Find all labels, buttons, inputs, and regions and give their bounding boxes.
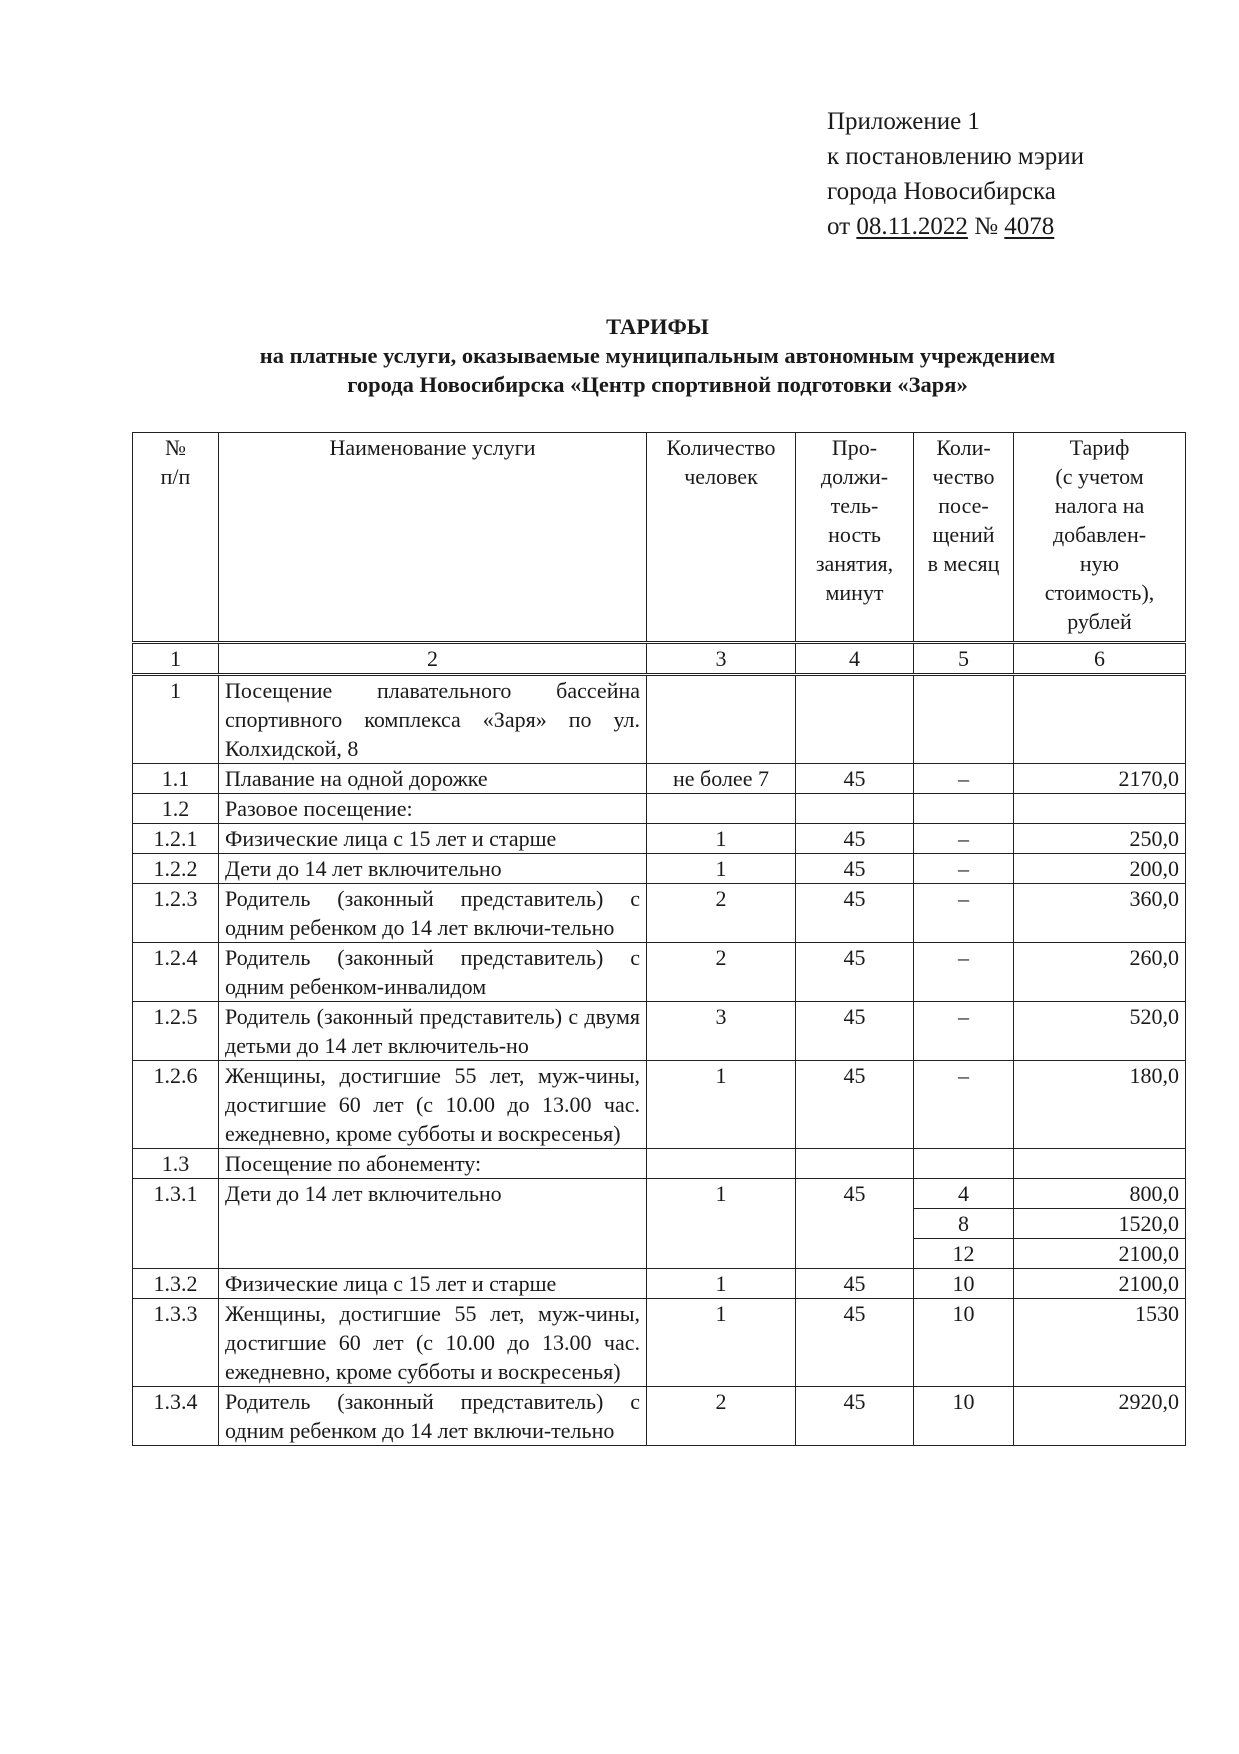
row-visits-cell: – bbox=[914, 1002, 1014, 1061]
row-visits-cell: – bbox=[914, 824, 1014, 854]
row-persons-cell: 1 bbox=[647, 1299, 796, 1387]
row-name-cell: Плавание на одной дорожке bbox=[219, 764, 647, 794]
header-persons bbox=[647, 433, 796, 643]
row-name-cell: Разовое посещение: bbox=[219, 794, 647, 824]
table-row bbox=[133, 1299, 1186, 1387]
row-tariff-cell bbox=[1014, 675, 1186, 764]
row-persons-cell bbox=[647, 794, 796, 824]
table-row bbox=[133, 1149, 1186, 1179]
table-row bbox=[133, 884, 1186, 943]
column-number-cell: 2 bbox=[219, 643, 647, 675]
row-visits-cell bbox=[914, 794, 1014, 824]
row-duration-cell: 45 bbox=[796, 1061, 914, 1149]
header-line: чество bbox=[932, 464, 995, 489]
row-name-cell: Посещение плавательного бассейна спортивного комплекса «Заря» по ул. Колхидской, 8 bbox=[219, 675, 647, 764]
row-name-cell: Дети до 14 лет включительно bbox=[219, 1179, 647, 1269]
header-line: добавлен- bbox=[1052, 522, 1147, 547]
document-heading bbox=[130, 312, 1185, 399]
row-tariff-cell bbox=[1014, 794, 1186, 824]
row-persons-cell: 2 bbox=[647, 884, 796, 943]
table-row bbox=[133, 1179, 1186, 1209]
header-line: посе- bbox=[938, 493, 989, 518]
row-duration-cell: 45 bbox=[796, 764, 914, 794]
column-number-cell: 6 bbox=[1014, 643, 1186, 675]
header-line: Наименование услуги bbox=[329, 435, 536, 460]
header-line: стоимость), bbox=[1044, 580, 1155, 605]
row-name-cell: Родитель (законный представитель) с двумя детьми до 14 лет включитель-но bbox=[219, 1002, 647, 1061]
table-row bbox=[133, 1269, 1186, 1299]
appendix-date: 08.11.2022 bbox=[856, 213, 968, 240]
row-name-cell: Дети до 14 лет включительно bbox=[219, 854, 647, 884]
header-line: (с учетом bbox=[1055, 464, 1144, 489]
column-number-cell: 4 bbox=[796, 643, 914, 675]
row-tariff-cell: 180,0 bbox=[1014, 1061, 1186, 1149]
table-row bbox=[133, 943, 1186, 1002]
header-line: п/п bbox=[160, 464, 191, 489]
document-title: ТАРИФЫ bbox=[606, 314, 709, 339]
column-number-cell: 1 bbox=[133, 643, 219, 675]
appendix-block bbox=[827, 104, 1084, 244]
row-visits-cell: 10 bbox=[914, 1387, 1014, 1446]
header-line: в месяц bbox=[927, 551, 1000, 576]
row-duration-cell bbox=[796, 675, 914, 764]
row-visits-cell: 12 bbox=[914, 1239, 1014, 1269]
table-row bbox=[133, 794, 1186, 824]
document-subtitle-line-1: на платные услуги, оказываемые муниципальным автономным учреждением bbox=[259, 343, 1056, 368]
appendix-line-3: города Новосибирска bbox=[827, 178, 1056, 205]
row-tariff-cell: 250,0 bbox=[1014, 824, 1186, 854]
row-duration-cell: 45 bbox=[796, 1299, 914, 1387]
row-persons-cell: 1 bbox=[647, 1269, 796, 1299]
row-visits-cell: – bbox=[914, 764, 1014, 794]
header-line: налога на bbox=[1054, 493, 1145, 518]
row-visits-cell: – bbox=[914, 854, 1014, 884]
column-number-cell: 3 bbox=[647, 643, 796, 675]
header-line: тель- bbox=[830, 493, 879, 518]
appendix-line-2: к постановлению мэрии bbox=[827, 143, 1085, 170]
appendix-line-4 bbox=[827, 209, 1084, 244]
row-num-cell: 1.1 bbox=[133, 764, 219, 794]
row-persons-cell: 2 bbox=[647, 1387, 796, 1446]
row-name-cell: Посещение по абонементу: bbox=[219, 1149, 647, 1179]
column-number-cell: 5 bbox=[914, 643, 1014, 675]
row-num-cell: 1.2.4 bbox=[133, 943, 219, 1002]
row-name-cell: Родитель (законный представитель) с одним ребенком до 14 лет включи-тельно bbox=[219, 1387, 647, 1446]
row-duration-cell: 45 bbox=[796, 1179, 914, 1269]
row-visits-cell: 10 bbox=[914, 1269, 1014, 1299]
row-name-cell: Женщины, достигшие 55 лет, муж-чины, достигшие 60 лет (с 10.00 до 13.00 час. ежедневно, кроме субботы и воскресенья) bbox=[219, 1061, 647, 1149]
row-tariff-cell: 800,0 bbox=[1014, 1179, 1186, 1209]
row-tariff-cell: 2100,0 bbox=[1014, 1239, 1186, 1269]
row-name-cell: Родитель (законный представитель) с одним ребенком-инвалидом bbox=[219, 943, 647, 1002]
document-subtitle-line-2: города Новосибирска «Центр спортивной подготовки «Заря» bbox=[347, 372, 968, 397]
row-num-cell: 1.3.4 bbox=[133, 1387, 219, 1446]
row-tariff-cell: 1520,0 bbox=[1014, 1209, 1186, 1239]
table-header bbox=[133, 433, 1186, 643]
header-line: занятия, bbox=[815, 551, 894, 576]
table-body bbox=[133, 643, 1186, 1446]
row-tariff-cell: 200,0 bbox=[1014, 854, 1186, 884]
row-num-cell: 1.2.3 bbox=[133, 884, 219, 943]
row-duration-cell: 45 bbox=[796, 824, 914, 854]
header-line: Количество bbox=[666, 435, 776, 460]
appendix-number-sign: № bbox=[974, 213, 999, 240]
row-visits-cell: 4 bbox=[914, 1179, 1014, 1209]
table-row bbox=[133, 1002, 1186, 1061]
row-duration-cell: 45 bbox=[796, 1002, 914, 1061]
table-row bbox=[133, 854, 1186, 884]
header-num bbox=[133, 433, 219, 643]
header-duration bbox=[796, 433, 914, 643]
column-numbers-row bbox=[133, 643, 1186, 675]
row-tariff-cell: 1530 bbox=[1014, 1299, 1186, 1387]
row-persons-cell: не более 7 bbox=[647, 764, 796, 794]
row-duration-cell bbox=[796, 1149, 914, 1179]
row-tariff-cell: 2100,0 bbox=[1014, 1269, 1186, 1299]
header-line: минут bbox=[825, 580, 884, 605]
row-num-cell: 1.3.1 bbox=[133, 1179, 219, 1269]
row-num-cell: 1.3.2 bbox=[133, 1269, 219, 1299]
appendix-number: 4078 bbox=[1004, 213, 1055, 240]
row-visits-cell bbox=[914, 1149, 1014, 1179]
row-tariff-cell: 520,0 bbox=[1014, 1002, 1186, 1061]
row-duration-cell: 45 bbox=[796, 854, 914, 884]
row-persons-cell bbox=[647, 1149, 796, 1179]
row-num-cell: 1.3 bbox=[133, 1149, 219, 1179]
row-visits-cell bbox=[914, 675, 1014, 764]
header-line: человек bbox=[684, 464, 758, 489]
table-row bbox=[133, 675, 1186, 764]
row-name-cell: Физические лица с 15 лет и старше bbox=[219, 1269, 647, 1299]
header-line: должи- bbox=[820, 464, 889, 489]
row-visits-cell: – bbox=[914, 884, 1014, 943]
header-line: ность bbox=[828, 522, 881, 547]
header-line: щений bbox=[932, 522, 995, 547]
row-persons-cell: 2 bbox=[647, 943, 796, 1002]
tariffs-table bbox=[132, 432, 1186, 1446]
row-name-cell: Женщины, достигшие 55 лет, муж-чины, достигшие 60 лет (с 10.00 до 13.00 час. ежедневно, кроме субботы и воскресенья) bbox=[219, 1299, 647, 1387]
header-line: рублей bbox=[1067, 609, 1132, 634]
header-line: Коли- bbox=[936, 435, 991, 460]
row-num-cell: 1.2.6 bbox=[133, 1061, 219, 1149]
row-num-cell: 1.2.1 bbox=[133, 824, 219, 854]
row-num-cell: 1 bbox=[133, 675, 219, 764]
row-tariff-cell: 260,0 bbox=[1014, 943, 1186, 1002]
row-num-cell: 1.2.2 bbox=[133, 854, 219, 884]
appendix-line-1: Приложение 1 bbox=[827, 108, 980, 135]
row-duration-cell: 45 bbox=[796, 1269, 914, 1299]
row-persons-cell bbox=[647, 675, 796, 764]
row-visits-cell: 8 bbox=[914, 1209, 1014, 1239]
row-duration-cell: 45 bbox=[796, 884, 914, 943]
row-visits-cell: – bbox=[914, 943, 1014, 1002]
table-row bbox=[133, 824, 1186, 854]
row-duration-cell: 45 bbox=[796, 943, 914, 1002]
row-tariff-cell: 2920,0 bbox=[1014, 1387, 1186, 1446]
row-visits-cell: 10 bbox=[914, 1299, 1014, 1387]
table-row bbox=[133, 1387, 1186, 1446]
row-visits-cell: – bbox=[914, 1061, 1014, 1149]
row-name-cell: Родитель (законный представитель) с одним ребенком до 14 лет включи-тельно bbox=[219, 884, 647, 943]
row-tariff-cell: 360,0 bbox=[1014, 884, 1186, 943]
row-duration-cell: 45 bbox=[796, 1387, 914, 1446]
header-line: № bbox=[165, 435, 186, 460]
row-num-cell: 1.3.3 bbox=[133, 1299, 219, 1387]
table-row bbox=[133, 1061, 1186, 1149]
table-row bbox=[133, 764, 1186, 794]
row-tariff-cell bbox=[1014, 1149, 1186, 1179]
header-line: Про- bbox=[831, 435, 878, 460]
row-persons-cell: 1 bbox=[647, 854, 796, 884]
row-name-cell: Физические лица с 15 лет и старше bbox=[219, 824, 647, 854]
row-persons-cell: 1 bbox=[647, 1061, 796, 1149]
row-duration-cell bbox=[796, 794, 914, 824]
appendix-date-prefix: от bbox=[827, 213, 851, 240]
header-tariff bbox=[1014, 433, 1186, 643]
header-line: Тариф bbox=[1069, 435, 1130, 460]
row-persons-cell: 3 bbox=[647, 1002, 796, 1061]
row-num-cell: 1.2 bbox=[133, 794, 219, 824]
row-persons-cell: 1 bbox=[647, 1179, 796, 1269]
row-persons-cell: 1 bbox=[647, 824, 796, 854]
header-name bbox=[219, 433, 647, 643]
row-tariff-cell: 2170,0 bbox=[1014, 764, 1186, 794]
row-num-cell: 1.2.5 bbox=[133, 1002, 219, 1061]
header-line: ную bbox=[1079, 551, 1120, 576]
header-visits bbox=[914, 433, 1014, 643]
